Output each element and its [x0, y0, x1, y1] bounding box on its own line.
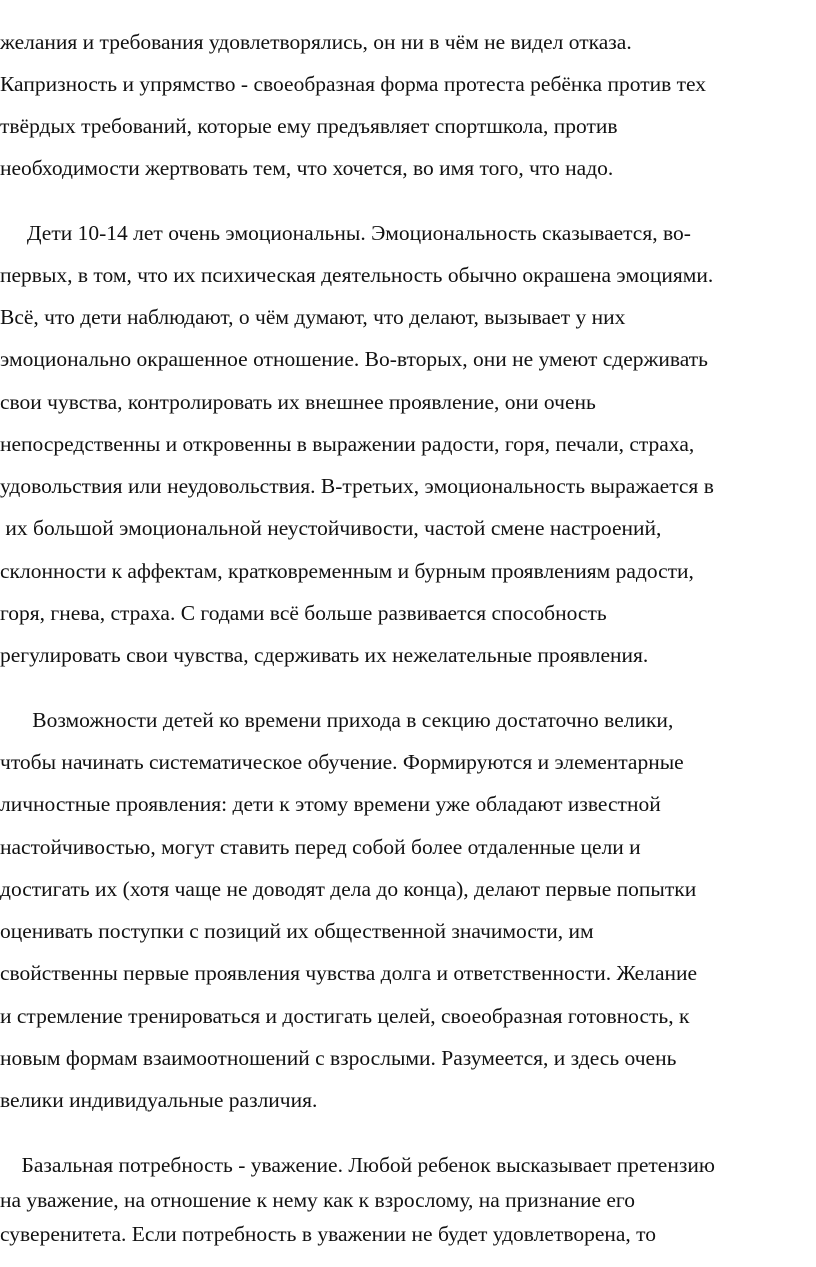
text-line: настойчивостью, могут ставить перед собой более отдаленные цели и — [0, 835, 641, 859]
text-line: чтобы начинать систематическое обучение. Формируются и элементарные — [0, 750, 684, 774]
text-line: непосредственны и откровенны в выражении радости, горя, печали, страха, — [0, 432, 695, 456]
text-line: новым формам взаимоотношений с взрослыми. Разумеется, и здесь очень — [0, 1046, 677, 1070]
text-line: эмоционально окрашенное отношение. Во-вторых, они не умеют сдерживать — [0, 347, 708, 371]
text-line: оценивать поступки с позиций их общественной значимости, им — [0, 919, 594, 943]
text-line: желания и требования удовлетворялись, он ни в чём не видел отказа. — [0, 30, 632, 54]
text-line: первых, в том, что их психическая деятельность обычно окрашена эмоциями. — [0, 263, 714, 287]
text-line: суверенитета. Если потребность в уважении не будет удовлетворена, то — [0, 1222, 657, 1246]
text-line: необходимости жертвовать тем, что хочется, во имя того, что надо. — [0, 156, 614, 180]
text-line: свои чувства, контролировать их внешнее проявление, они очень — [0, 390, 596, 414]
text-line: свойственны первые проявления чувства долга и ответственности. Желание — [0, 961, 698, 985]
text-line: Дети 10-14 лет очень эмоциональны. Эмоциональность сказывается, во- — [0, 221, 691, 245]
text-line: достигать их (хотя чаще не доводят дела до конца), делают первые попытки — [0, 877, 697, 901]
text-line: горя, гнева, страха. С годами всё больше развивается способность — [0, 601, 607, 625]
text-line: личностные проявления: дети к этому времени уже обладают известной — [0, 792, 661, 816]
text-line: и стремление тренироваться и достигать целей, своеобразная готовность, к — [0, 1004, 690, 1028]
text-line: регулировать свои чувства, сдерживать их нежелательные проявления. — [0, 643, 649, 667]
text-line: склонности к аффектам, кратковременным и бурным проявлениям радости, — [0, 559, 694, 583]
text-line: на уважение, на отношение к нему как к взрослому, на признание его — [0, 1188, 635, 1212]
text-line: Возможности детей ко времени прихода в секцию достаточно велики, — [0, 708, 674, 732]
text-line: твёрдых требований, которые ему предъявляет спортшкола, против — [0, 114, 618, 138]
text-line: Капризность и упрямство - своеобразная форма протеста ребёнка против тех — [0, 72, 707, 96]
text-line: Базальная потребность - уважение. Любой ребенок высказывает претензию — [0, 1153, 715, 1177]
text-line: их большой эмоциональной неустойчивости, частой смене настроений, — [0, 516, 662, 540]
text-line: Всё, что дети наблюдают, о чём думают, что делают, вызывает у них — [0, 305, 626, 329]
text-line: удовольствия или неудовольствия. В-третьих, эмоциональность выражается в — [0, 474, 714, 498]
text-line: велики индивидуальные различия. — [0, 1088, 318, 1112]
